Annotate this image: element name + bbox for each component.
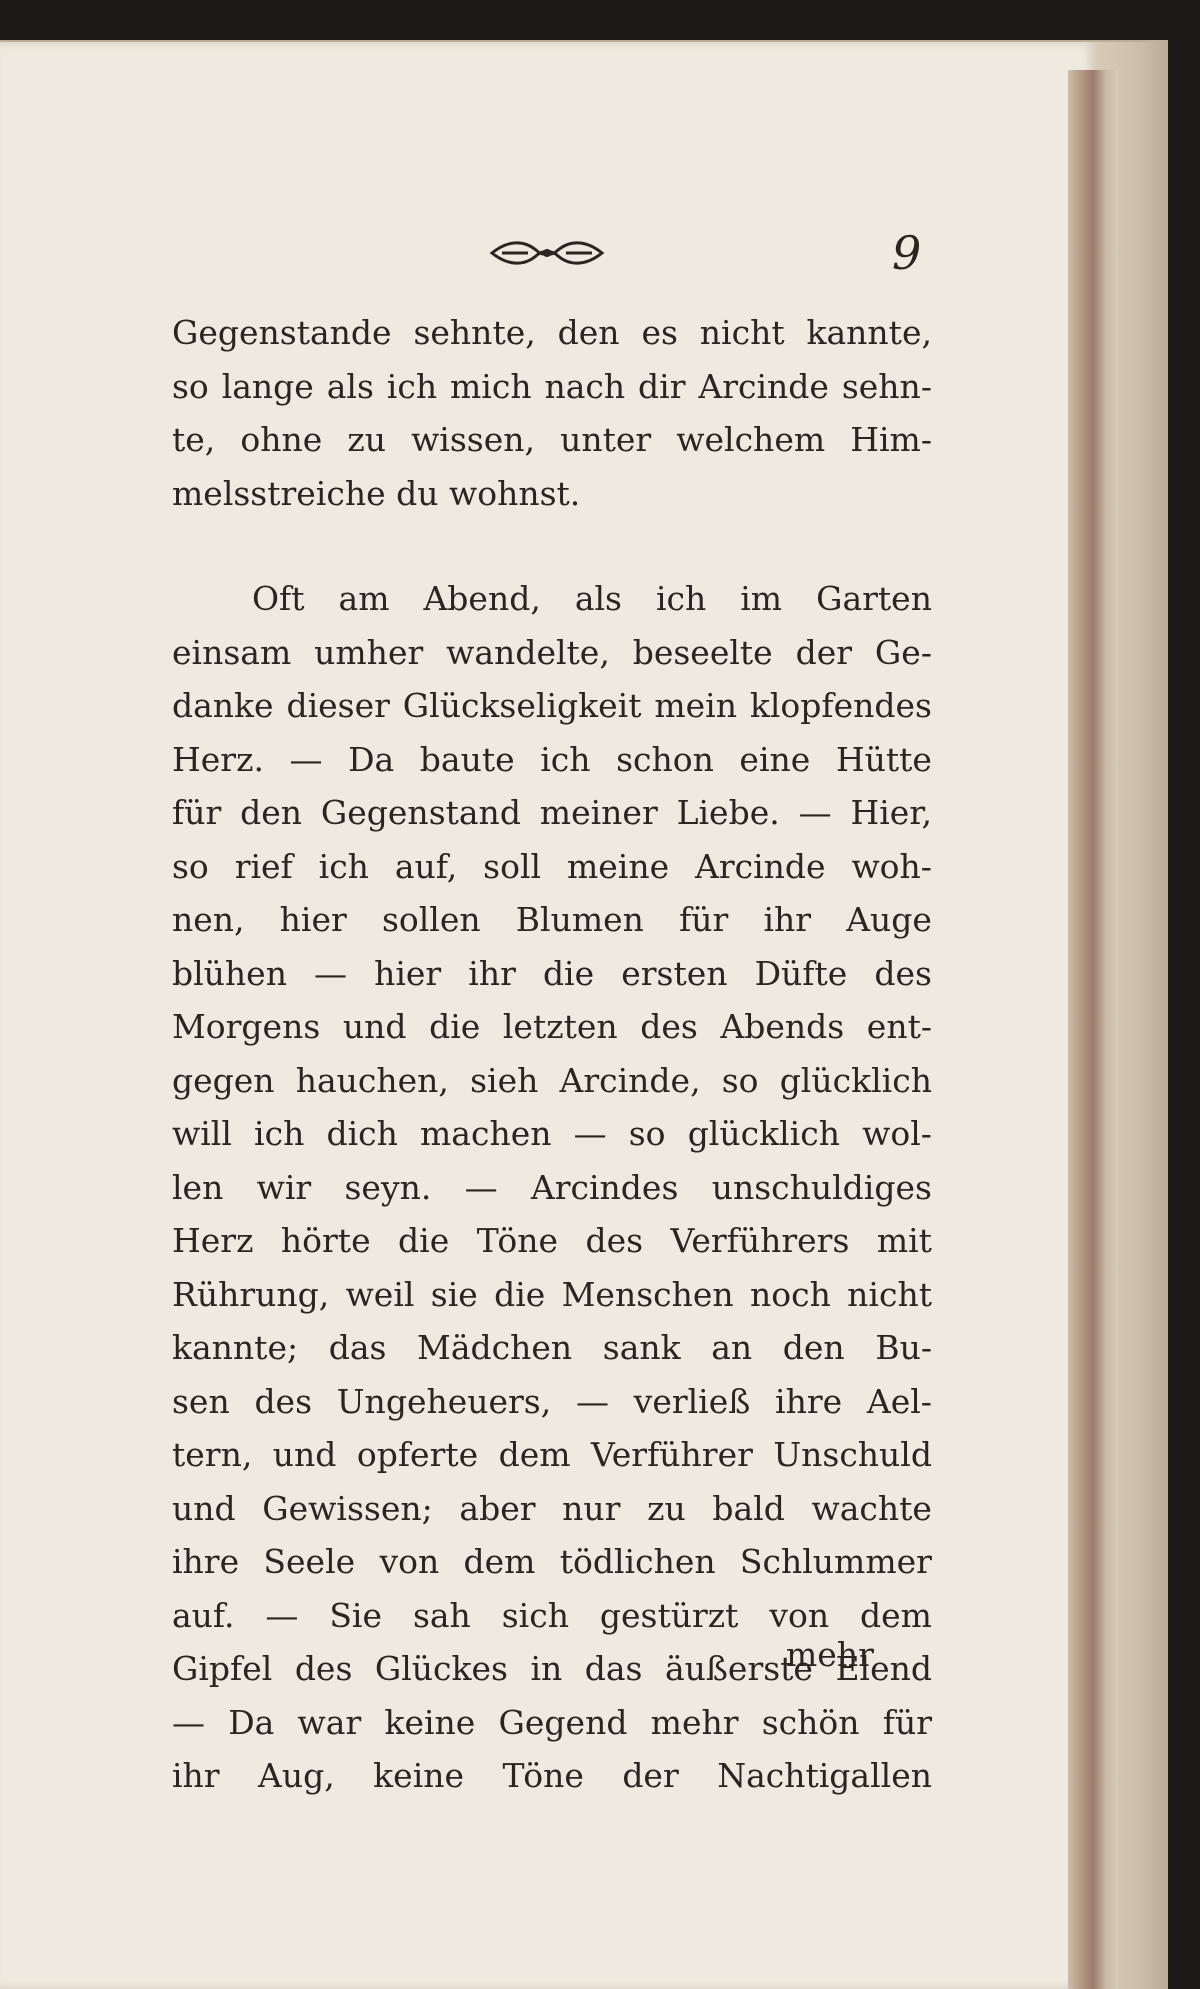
text-line: kannte; das Mädchen sank an den Bu- — [172, 1328, 932, 1367]
ornament-icon — [488, 236, 606, 270]
text-line: gegen hauchen, sieh Arcinde, so glücklich — [172, 1060, 932, 1100]
text-line: — Da war keine Gegend mehr schön für — [172, 1702, 932, 1742]
page-stack-edge — [1068, 70, 1118, 1989]
text-line: und Gewissen; aber nur zu bald wachte — [172, 1488, 932, 1528]
text-line: will ich dich machen — so glücklich wol- — [172, 1114, 932, 1153]
text-line: Oft am Abend, als ich im Garten — [252, 579, 932, 618]
text-line: auf. — Sie sah sich gestürzt von dem — [172, 1595, 932, 1635]
text-line: Herz hörte die Töne des Verführers mit — [172, 1221, 932, 1260]
text-line: Rührung, weil sie die Menschen noch nicht — [172, 1274, 932, 1314]
text-line: so lange als ich mich nach dir Arcinde sehn- — [172, 366, 932, 406]
text-line: Herz. — Da baute ich schon eine Hütte — [172, 739, 932, 779]
page-number: 9 — [892, 226, 922, 280]
page-body — [172, 306, 932, 1803]
text-line: so rief ich auf, soll meine Arcinde woh- — [172, 846, 932, 886]
text-line: tern, und opferte dem Verführer Unschuld — [172, 1435, 932, 1474]
text-line: ihr Aug, keine Töne der Nachtigallen — [172, 1756, 932, 1795]
text-line: melsstreiche du wohnst. — [172, 473, 581, 513]
text-line: nen, hier sollen Blumen für ihr Auge — [172, 900, 932, 939]
paragraph-1 — [172, 306, 932, 520]
text-line: te, ohne zu wissen, unter welchem Him- — [172, 420, 932, 459]
paragraph-2 — [172, 572, 932, 1803]
text-line: ihre Seele von dem tödlichen Schlummer — [172, 1542, 932, 1581]
text-line: blühen — hier ihr die ersten Düfte des — [172, 953, 932, 993]
text-line: für den Gegenstand meiner Liebe. — Hier, — [172, 793, 932, 832]
text-line: sen des Ungeheuers, — verließ ihre Ael- — [172, 1381, 932, 1421]
text-line: Gegenstande sehnte, den es nicht kannte, — [172, 313, 932, 352]
catchword: mehr — [786, 1635, 874, 1674]
text-line: danke dieser Glückseligkeit mein klopfendes — [172, 686, 932, 725]
text-line: Gipfel des Glückes in das äußerste Elend — [172, 1649, 932, 1688]
text-line: Morgens und die letzten des Abends ent- — [172, 1007, 932, 1046]
text-line: len wir seyn. — Arcindes unschuldiges — [172, 1167, 932, 1207]
text-line: einsam umher wandelte, beseelte der Ge- — [172, 632, 932, 672]
